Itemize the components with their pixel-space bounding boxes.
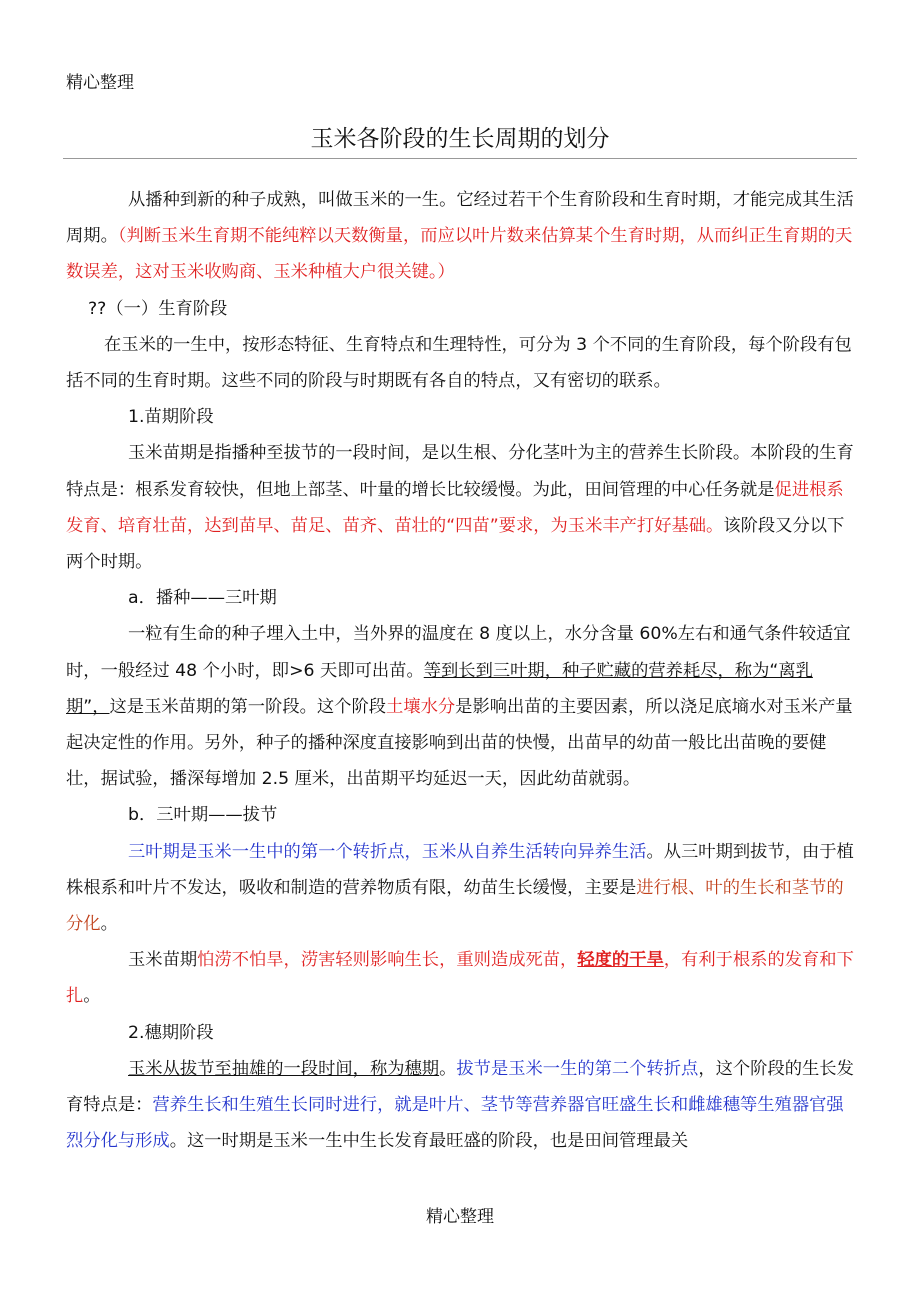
stage2-heading: 2.穗期阶段 xyxy=(128,1022,214,1043)
intro-paragraph: 从播种到新的种子成熟，叫做玉米的一生。它经过若干个生育阶段和生育时期，才能完成其生活周期。（判断玉米生育期不能纯粹以天数衡量，而应以叶片数来估算某个生育时期，从而纠正生育期的天数误差，这对玉米收购商、玉米种植大户很关键。） xyxy=(66,190,854,283)
intro-note: （判断玉米生育期不能纯粹以天数衡量，而应以叶片数来估算某个生育时期，从而纠正生育期的天数误差，这对玉米收购商、玉米种植大户很关键。） xyxy=(66,226,853,283)
sub-b-heading: b．三叶期——拔节 xyxy=(128,805,278,826)
page-header: 精心整理 xyxy=(66,73,134,93)
page-footer: 精心整理 xyxy=(426,1207,494,1227)
section-heading: ??（一）生育阶段 xyxy=(88,298,228,319)
title-rule xyxy=(63,158,857,159)
document-body xyxy=(66,182,856,1159)
section-paragraph: 在玉米的一生中，按形态特征、生育特点和生理特性，可分为 3 个不同的生育阶段，每个阶段有包括不同的生育时期。这些不同的阶段与时期既有各自的特点，又有密切的联系。 xyxy=(66,334,852,392)
stage1-paragraph: 玉米苗期是指播种至拔节的一段时间，是以生根、分化茎叶为主的营养生长阶段。本阶段的生育特点是：根系发育较快，但地上部茎、叶量的增长比较缓慢。为此，田间管理的中心任务就是促进根系发育、培育壮苗，达到苗早、苗足、苗齐、苗壮的“四苗”要求，为玉米丰产打好基础。该阶段又分以下两个时期。 xyxy=(66,443,854,573)
sub-b-paragraph-1: 三叶期是玉米一生中的第一个转折点，玉米从自养生活转向异养生活。从三叶期到拔节，由于植株根系和叶片不发达，吸收和制造的营养物质有限，幼苗生长缓慢，主要是进行根、叶的生长和茎节的分化。 xyxy=(66,841,854,935)
stage1-heading: 1.苗期阶段 xyxy=(128,407,214,428)
document-title: 玉米各阶段的生长周期的划分 xyxy=(310,126,610,152)
sub-b-paragraph-2: 玉米苗期怕涝不怕旱，涝害轻则影响生长，重则造成死苗，轻度的干旱，有利于根系的发育和下扎。 xyxy=(66,950,854,1007)
sub-a-heading: a．播种——三叶期 xyxy=(128,588,277,609)
sub-a-paragraph: 一粒有生命的种子埋入土中，当外界的温度在 8 度以上，水分含量 60%左右和通气条件较适宜时，一般经过 48 个小时，即>6 天即可出苗。等到长到三叶期，种子贮藏的营养耗尽，称为“离乳期”，这是玉米苗期的第一阶段。这个阶段土壤水分是影响出苗的主要因素，所以浇足底墒水对玉米产量起决定性的作用。另外，种子的播种深度直接影响到出苗的快慢，出苗早的幼苗一般比出苗晚的要健壮，据试验，播深每增加 2.5 厘米，出苗期平均延迟一天，因此幼苗就弱。 xyxy=(66,624,853,790)
stage2-paragraph: 玉米从拔节至抽雄的一段时间，称为穗期。拔节是玉米一生的第二个转折点，这个阶段的生长发育特点是：营养生长和生殖生长同时进行，就是叶片、茎节等营养器官旺盛生长和雌雄穗等生殖器官强烈分化与形成。这一时期是玉米一生中生长发育最旺盛的阶段，也是田间管理最关 xyxy=(66,1058,854,1152)
